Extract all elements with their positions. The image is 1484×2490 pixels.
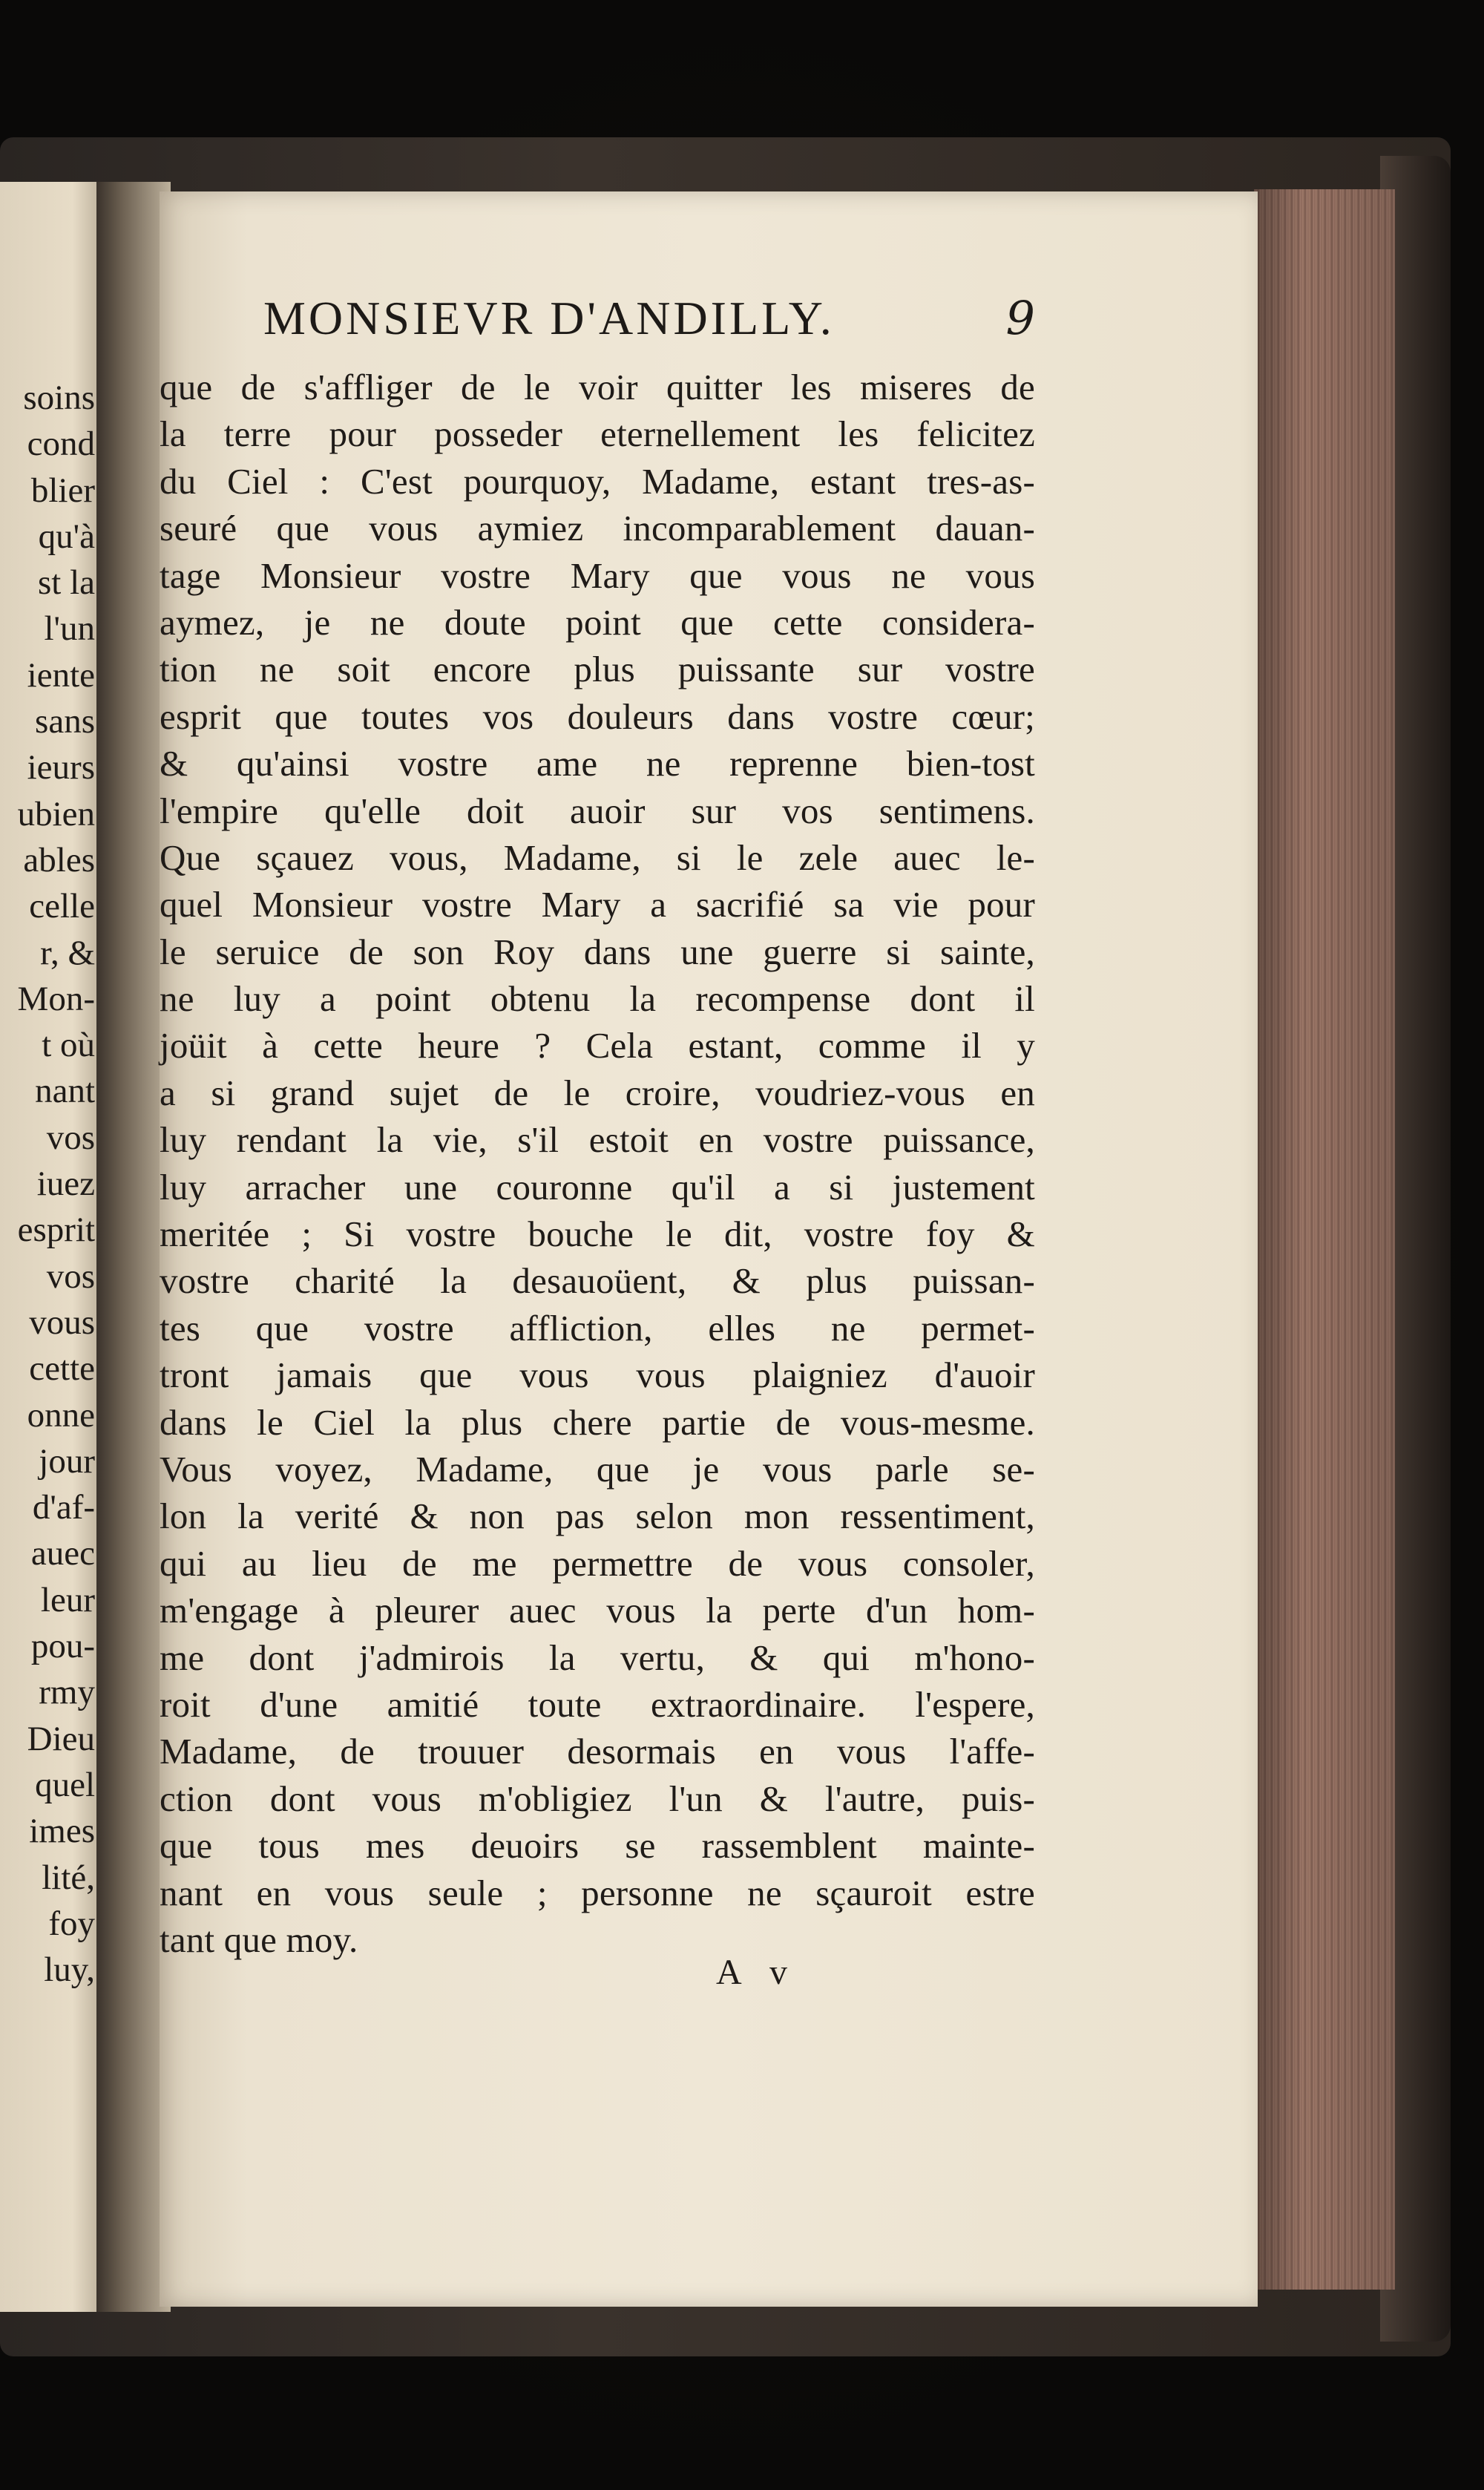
verso-line-fragment: d'af-	[32, 1488, 95, 1527]
text-line: ne luy a point obtenu la recompense dont il	[160, 978, 1035, 1020]
text-line: a si grand sujet de le croire, voudriez-vous en	[160, 1072, 1035, 1113]
text-line: Que sçauez vous, Madame, si le zele auec le-	[160, 836, 1035, 878]
text-line: luy arracher une couronne qu'il a si justement	[160, 1166, 1035, 1208]
verso-line-fragment: st la	[37, 563, 95, 603]
verso-line-fragment: iuez	[36, 1164, 95, 1204]
text-line: Vous voyez, Madame, que je vous parle se-	[160, 1448, 1035, 1490]
text-line: luy rendant la vie, s'il estoit en vostre puissance,	[160, 1119, 1035, 1161]
verso-line-fragment: rmy	[39, 1673, 95, 1712]
verso-line-fragment: esprit	[17, 1210, 95, 1250]
text-line: tes que vostre affliction, elles ne permet-	[160, 1307, 1035, 1349]
verso-line-fragment: ieurs	[27, 748, 95, 787]
verso-line-fragment: nant	[35, 1072, 95, 1111]
page-number: 9	[1005, 291, 1035, 345]
verso-line-fragment: vous	[29, 1303, 95, 1342]
verso-line-fragment: onne	[27, 1395, 95, 1435]
text-line: dans le Ciel la plus chere partie de vous-mesme.	[160, 1401, 1035, 1443]
text-line: vostre charité la desauoüent, & plus puissan-	[160, 1260, 1035, 1302]
verso-line-fragment: soins	[23, 379, 95, 417]
text-line: quel Monsieur vostre Mary a sacrifié sa vie pour	[160, 884, 1035, 925]
text-line: tant que moy.	[160, 1919, 358, 1960]
text-line: & qu'ainsi vostre ame ne reprenne bien-tost	[160, 743, 1035, 784]
text-line: me dont j'admirois la vertu, & qui m'hono-	[160, 1636, 1035, 1678]
text-line: tion ne soit encore plus puissante sur vostre	[160, 649, 1035, 690]
text-line: seuré que vous aymiez incomparablement dauan-	[160, 508, 1035, 549]
verso-line-fragment: vos	[46, 1118, 95, 1157]
verso-line-fragment: Dieu	[27, 1719, 95, 1758]
verso-line-fragment: cond	[27, 425, 95, 464]
verso-line-fragment: qu'à	[38, 517, 95, 556]
text-line: nant en vous seule ; personne ne sçauroit estre	[160, 1872, 1035, 1913]
text-line: roit d'une amitié toute extraordinaire. l'espere,	[160, 1683, 1035, 1725]
verso-line-fragment: luy,	[44, 1950, 95, 1990]
text-line: tage Monsieur vostre Mary que vous ne vous	[160, 554, 1035, 596]
running-head: MONSIEVR D'ANDILLY.	[263, 292, 835, 344]
verso-line-fragment: foy	[48, 1904, 95, 1943]
verso-line-fragment: blier	[30, 471, 95, 510]
text-line: la terre pour posseder eternellement les felicitez	[160, 413, 1035, 455]
verso-line-fragment: imes	[29, 1812, 95, 1851]
text-line: Madame, de trouuer desormais en vous l'affe-	[160, 1731, 1035, 1772]
fore-edge-shadow	[1254, 189, 1395, 2290]
verso-text-column	[0, 375, 104, 1993]
verso-line-fragment: leur	[40, 1580, 95, 1619]
verso-line-fragment: cette	[29, 1349, 95, 1389]
verso-line-fragment: jour	[39, 1441, 95, 1481]
text-line: qui au lieu de me permettre de vous consoler,	[160, 1542, 1035, 1584]
text-line: joüit à cette heure ? Cela estant, comme il y	[160, 1025, 1035, 1067]
verso-line-fragment: vos	[46, 1257, 95, 1296]
verso-line-fragment: auec	[30, 1534, 95, 1573]
verso-line-fragment: l'un	[44, 609, 95, 649]
text-line: le seruice de son Roy dans une guerre si sainte,	[160, 931, 1035, 972]
body-text	[160, 364, 1035, 1963]
text-line: m'engage à pleurer auec vous la perte d'un hom-	[160, 1590, 1035, 1631]
verso-line-fragment: Mon-	[17, 979, 95, 1018]
verso-line-fragment: lité,	[42, 1858, 95, 1897]
text-line: du Ciel : C'est pourquoy, Madame, estant tres-as-	[160, 460, 1035, 502]
text-line: esprit que toutes vos douleurs dans vostre cœur;	[160, 695, 1035, 737]
verso-line-fragment: t où	[42, 1026, 95, 1065]
text-line: l'empire qu'elle doit auoir sur vos sentimens.	[160, 790, 1035, 831]
text-line: que tous mes deuoirs se rassemblent mainte-	[160, 1825, 1035, 1867]
text-line: que de s'affliger de le voir quitter les miseres de	[160, 367, 1035, 407]
text-line: aymez, je ne doute point que cette considera-	[160, 601, 1035, 643]
verso-line-fragment: celle	[29, 887, 95, 926]
verso-line-fragment: iente	[27, 655, 95, 695]
verso-line-fragment: quel	[35, 1765, 95, 1804]
text-line: tront jamais que vous vous plaigniez d'auoir	[160, 1354, 1035, 1396]
text-line: lon la verité & non pas selon mon ressentiment,	[160, 1495, 1035, 1537]
signature-mark: A v	[716, 1953, 798, 1992]
verso-line-fragment: r, &	[40, 933, 95, 972]
verso-line-fragment: ubien	[17, 794, 95, 833]
verso-line-fragment: sans	[35, 702, 95, 741]
text-line: ction dont vous m'obligiez l'un & l'autre, puis-	[160, 1778, 1035, 1819]
text-line: meritée ; Si vostre bouche le dit, vostre foy &	[160, 1213, 1035, 1255]
page-header	[263, 291, 1035, 358]
verso-line-fragment: pou-	[30, 1627, 95, 1666]
verso-line-fragment: ables	[23, 840, 95, 879]
